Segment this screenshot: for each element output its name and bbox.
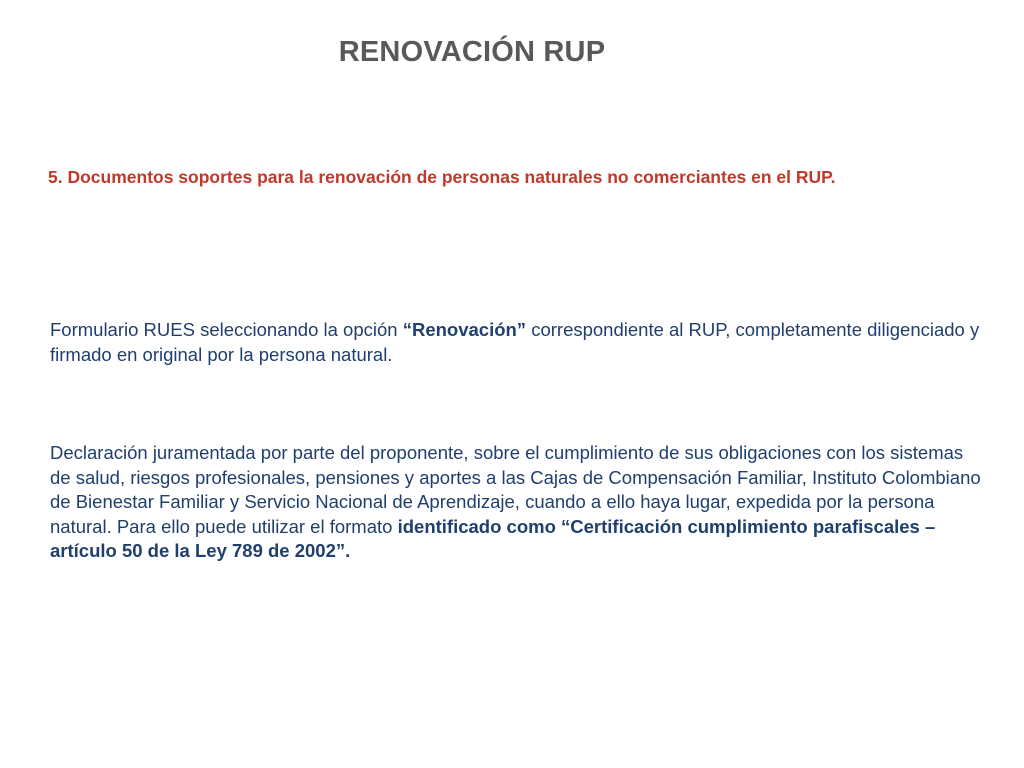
paragraph-1-text-end: correspondiente al RUP, completamente diligenciado y firmado en original por la persona natural. bbox=[50, 319, 980, 365]
paragraph-2-bold-text: identificado como “Certificación cumplimiento parafiscales – artículo 50 de la Ley 789 de 2002”. bbox=[50, 515, 936, 561]
slide-title: RENOVACIÓN RUP bbox=[338, 36, 606, 68]
paragraph-formulario bbox=[50, 318, 985, 367]
paragraph-declaracion bbox=[50, 441, 985, 564]
section-heading: 5. Documentos soportes para la renovación de personas naturales no comerciantes en el RUP. bbox=[48, 167, 836, 187]
paragraph-2-text: Declaración juramentada por parte del proponente, sobre el cumplimiento de sus obligaciones con los sistemas de salud, riesgos profesionales, pensiones y aportes a las Cajas de Compensación Familiar, Instituto Colombiano de Bienestar Familiar y Servicio Nacional de Aprendizaje, cuando a ello haya lugar, expedida por la persona natural. Para ello puede utilizar el formato bbox=[50, 442, 981, 537]
paragraph-1-text: Formulario RUES seleccionando la opción bbox=[50, 319, 403, 340]
paragraph-1-emphasis: “Renovación” bbox=[402, 319, 527, 340]
